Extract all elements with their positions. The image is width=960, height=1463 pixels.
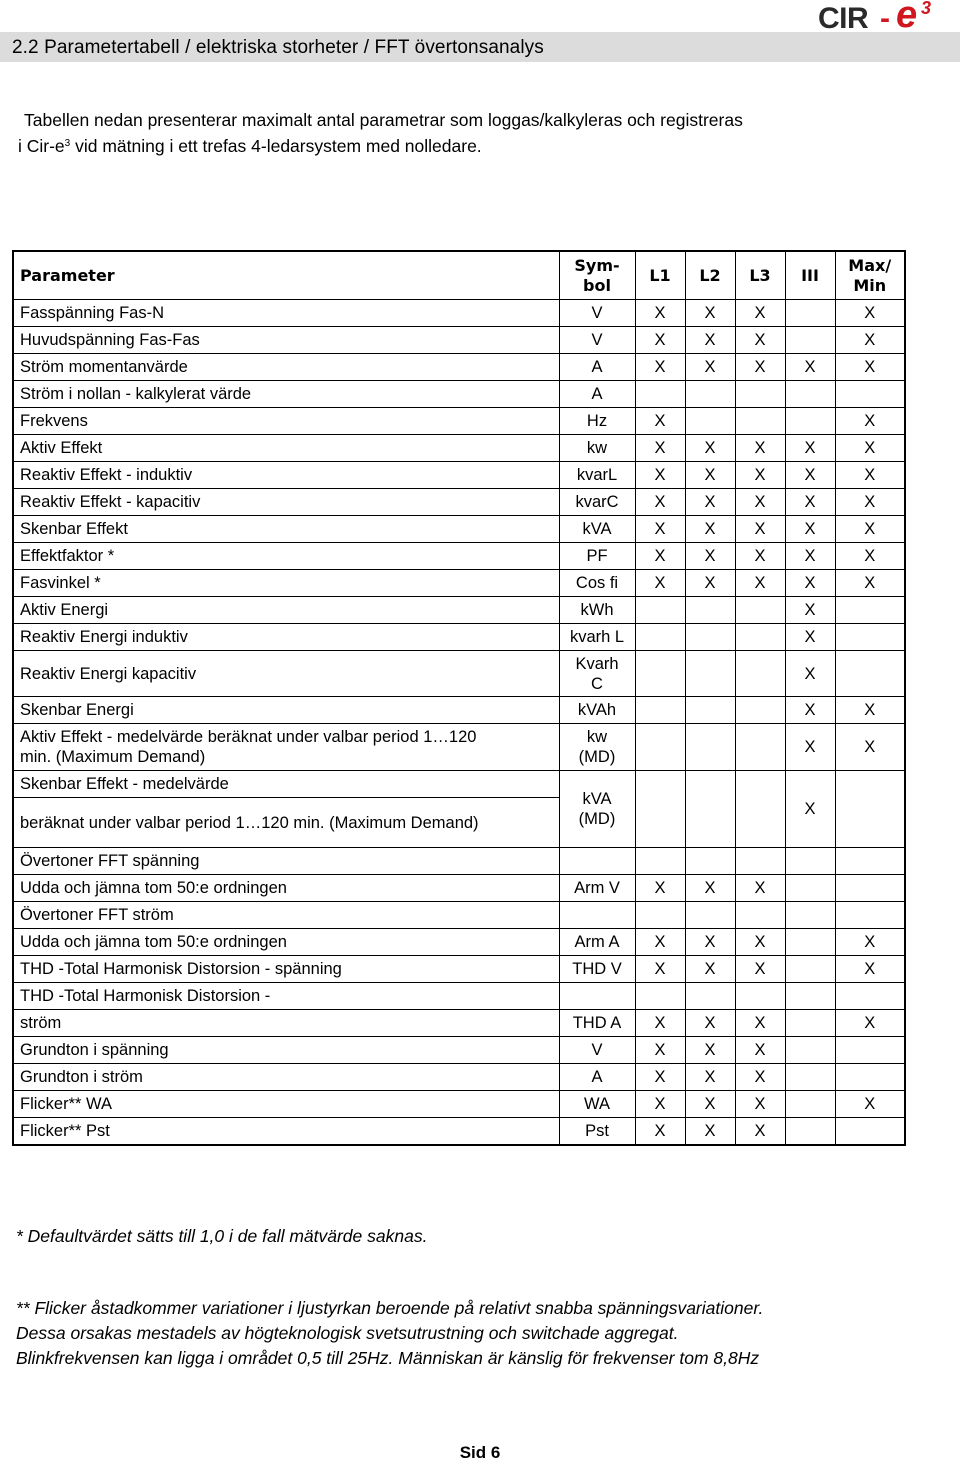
row-l3: X <box>735 1010 785 1037</box>
row-iii: X <box>785 435 835 462</box>
table-row <box>13 724 905 771</box>
table-row <box>13 624 905 651</box>
row-l3: X <box>735 956 785 983</box>
row-param: Flicker** WA <box>13 1091 559 1118</box>
header-l3: L3 <box>735 251 785 300</box>
row-maxmin: X <box>835 462 905 489</box>
row-param: Aktiv Effekt - medelvärde beräknat under valbar period 1…120 min. (Maximum Demand) <box>13 724 559 771</box>
row-l3: X <box>735 300 785 327</box>
row-l3: X <box>735 1037 785 1064</box>
row-param: Reaktiv Effekt - kapacitiv <box>13 489 559 516</box>
row-l1: X <box>635 327 685 354</box>
row-iii <box>785 902 835 929</box>
row-l3 <box>735 624 785 651</box>
row-l1 <box>635 983 685 1010</box>
row-symbol: THD A <box>559 1010 635 1037</box>
row-param: Grundton i ström <box>13 1064 559 1091</box>
row-l1: X <box>635 570 685 597</box>
row-param: Skenbar Energi <box>13 697 559 724</box>
row-param: Udda och jämna tom 50:e ordningen <box>13 875 559 902</box>
table-row <box>13 848 905 875</box>
row-param: Grundton i spänning <box>13 1037 559 1064</box>
row-l2: X <box>685 327 735 354</box>
row-l1: X <box>635 1037 685 1064</box>
row-param: Skenbar Effekt <box>13 516 559 543</box>
row-iii <box>785 929 835 956</box>
row-l2 <box>685 848 735 875</box>
row-l2: X <box>685 1064 735 1091</box>
intro-line-1: Tabellen nedan presenterar maximalt antal parametrar som loggas/kalkyleras och registreras <box>24 110 743 130</box>
table-row <box>13 983 905 1010</box>
row-l1: X <box>635 354 685 381</box>
row-symbol: kVAh <box>559 697 635 724</box>
row-symbol: kVA <box>559 516 635 543</box>
table-row <box>13 929 905 956</box>
row-l3: X <box>735 1064 785 1091</box>
row-symbol: kVA (MD) <box>559 771 635 848</box>
row-iii: X <box>785 697 835 724</box>
row-l1: X <box>635 956 685 983</box>
row-l1 <box>635 624 685 651</box>
row-iii <box>785 327 835 354</box>
row-maxmin <box>835 1037 905 1064</box>
row-iii <box>785 875 835 902</box>
row-l2 <box>685 624 735 651</box>
row-l2 <box>685 597 735 624</box>
row-param: Fasvinkel * <box>13 570 559 597</box>
table-row <box>13 354 905 381</box>
row-iii: X <box>785 570 835 597</box>
row-param: Huvudspänning Fas-Fas <box>13 327 559 354</box>
table-body-part-2 <box>13 651 905 848</box>
table-row <box>13 771 905 798</box>
table-body-part-3 <box>13 848 905 1145</box>
row-iii: X <box>785 516 835 543</box>
row-l2: X <box>685 435 735 462</box>
row-iii <box>785 956 835 983</box>
row-symbol <box>559 848 635 875</box>
header-parameter: Parameter <box>13 251 559 300</box>
row-param: Flicker** Pst <box>13 1118 559 1145</box>
table-row <box>13 516 905 543</box>
row-param: Övertoner FFT ström <box>13 902 559 929</box>
row-param: Frekvens <box>13 408 559 435</box>
row-l3: X <box>735 354 785 381</box>
row-symbol: Arm V <box>559 875 635 902</box>
row-iii <box>785 1010 835 1037</box>
row-l2: X <box>685 1091 735 1118</box>
row-iii <box>785 1091 835 1118</box>
row-symbol: A <box>559 381 635 408</box>
row-iii <box>785 381 835 408</box>
row-l1: X <box>635 1064 685 1091</box>
row-l1: X <box>635 929 685 956</box>
row-maxmin <box>835 597 905 624</box>
row-iii <box>785 1064 835 1091</box>
row-symbol: A <box>559 354 635 381</box>
row-symbol: V <box>559 300 635 327</box>
table-row <box>13 381 905 408</box>
table-row <box>13 1091 905 1118</box>
row-symbol: THD V <box>559 956 635 983</box>
row-maxmin <box>835 624 905 651</box>
row-maxmin: X <box>835 435 905 462</box>
table-row <box>13 956 905 983</box>
row-symbol: kvarh L <box>559 624 635 651</box>
row-l3 <box>735 848 785 875</box>
row-l2: X <box>685 875 735 902</box>
row-l1: X <box>635 489 685 516</box>
row-l1 <box>635 597 685 624</box>
row-l3 <box>735 597 785 624</box>
row-symbol: Hz <box>559 408 635 435</box>
row-maxmin <box>835 983 905 1010</box>
row-symbol: WA <box>559 1091 635 1118</box>
row-l2: X <box>685 1010 735 1037</box>
parameter-table <box>12 250 906 1146</box>
table-row <box>13 408 905 435</box>
table-row <box>13 875 905 902</box>
row-iii: X <box>785 354 835 381</box>
row-iii: X <box>785 462 835 489</box>
row-l3: X <box>735 462 785 489</box>
table-row <box>13 902 905 929</box>
row-iii: X <box>785 597 835 624</box>
row-maxmin: X <box>835 327 905 354</box>
table-row <box>13 1064 905 1091</box>
row-iii: X <box>785 724 835 771</box>
row-symbol: kw (MD) <box>559 724 635 771</box>
row-l3 <box>735 983 785 1010</box>
row-iii <box>785 408 835 435</box>
row-maxmin <box>835 1118 905 1145</box>
row-iii <box>785 1118 835 1145</box>
row-l1 <box>635 902 685 929</box>
table-row <box>13 1010 905 1037</box>
table-row <box>13 570 905 597</box>
row-l1: X <box>635 300 685 327</box>
row-l2: X <box>685 489 735 516</box>
table-row <box>13 1037 905 1064</box>
row-param: Aktiv Energi <box>13 597 559 624</box>
row-l2 <box>685 983 735 1010</box>
row-param: Ström i nollan - kalkylerat värde <box>13 381 559 408</box>
row-iii: X <box>785 651 835 697</box>
header-maxmin: Max/ Min <box>835 251 905 300</box>
row-l2: X <box>685 516 735 543</box>
row-l1: X <box>635 543 685 570</box>
row-symbol: Cos fi <box>559 570 635 597</box>
row-maxmin: X <box>835 1010 905 1037</box>
row-symbol: kw <box>559 435 635 462</box>
row-l2: X <box>685 1037 735 1064</box>
header-l2: L2 <box>685 251 735 300</box>
row-l1 <box>635 381 685 408</box>
row-l3 <box>735 902 785 929</box>
table-row <box>13 489 905 516</box>
row-l2: X <box>685 1118 735 1145</box>
header-symbol: Sym- bol <box>559 251 635 300</box>
row-l2: X <box>685 462 735 489</box>
row-param: ström <box>13 1010 559 1037</box>
row-l1: X <box>635 875 685 902</box>
row-param: Udda och jämna tom 50:e ordningen <box>13 929 559 956</box>
row-iii: X <box>785 624 835 651</box>
row-maxmin: X <box>835 300 905 327</box>
table-row <box>13 651 905 697</box>
row-param: THD -Total Harmonisk Distorsion - <box>13 983 559 1010</box>
row-maxmin: X <box>835 697 905 724</box>
header-iii: III <box>785 251 835 300</box>
table-body-part-1 <box>13 300 905 651</box>
row-l2: X <box>685 543 735 570</box>
row-maxmin: X <box>835 929 905 956</box>
row-l2: X <box>685 570 735 597</box>
row-symbol: V <box>559 327 635 354</box>
row-symbol: Kvarh C <box>559 651 635 697</box>
row-symbol <box>559 902 635 929</box>
row-l3 <box>735 381 785 408</box>
row-param: Skenbar Effekt - medelvärde <box>13 771 559 798</box>
row-maxmin: X <box>835 1091 905 1118</box>
row-l3: X <box>735 1118 785 1145</box>
row-symbol <box>559 983 635 1010</box>
row-maxmin: X <box>835 408 905 435</box>
row-l3: X <box>735 327 785 354</box>
row-iii <box>785 300 835 327</box>
row-l3: X <box>735 1091 785 1118</box>
row-l1: X <box>635 1091 685 1118</box>
row-l2 <box>685 381 735 408</box>
row-l1 <box>635 848 685 875</box>
row-iii <box>785 848 835 875</box>
table-row <box>13 597 905 624</box>
row-symbol: Arm A <box>559 929 635 956</box>
row-maxmin: X <box>835 956 905 983</box>
table-row <box>13 697 905 724</box>
row-iii <box>785 983 835 1010</box>
footnote-flicker: ** Flicker åstadkommer variationer i ljustyrkan beroende på relativt snabba spänningsvariationer. Dessa orsakas mestadels av högteknologisk svetsutrustning och switchade aggregat. Blinkfrekvensen kan ligga i området 0,5 till 25Hz. Människan är känslig för frekvenser tom 8,8Hz <box>16 1298 764 1368</box>
row-l2: X <box>685 956 735 983</box>
row-param: Övertoner FFT spänning <box>13 848 559 875</box>
table-row <box>13 327 905 354</box>
row-l3: X <box>735 543 785 570</box>
row-iii: X <box>785 543 835 570</box>
row-maxmin: X <box>835 543 905 570</box>
row-l2: X <box>685 929 735 956</box>
row-l3: X <box>735 570 785 597</box>
row-l2: X <box>685 354 735 381</box>
row-maxmin: X <box>835 516 905 543</box>
table-header-row <box>13 251 905 300</box>
header-l1: L1 <box>635 251 685 300</box>
row-iii: X <box>785 489 835 516</box>
table-row <box>13 435 905 462</box>
row-symbol: kWh <box>559 597 635 624</box>
table-row <box>13 462 905 489</box>
page-number: Sid 6 <box>459 1443 501 1462</box>
row-symbol: A <box>559 1064 635 1091</box>
table-row <box>13 1118 905 1145</box>
table-row <box>13 300 905 327</box>
row-symbol: kvarC <box>559 489 635 516</box>
row-maxmin: X <box>835 489 905 516</box>
row-l2: X <box>685 300 735 327</box>
row-param: Aktiv Effekt <box>13 435 559 462</box>
row-l3: X <box>735 875 785 902</box>
row-param: Reaktiv Energi kapacitiv <box>13 651 559 697</box>
intro-paragraph <box>14 108 743 158</box>
row-maxmin <box>835 381 905 408</box>
row-maxmin <box>835 848 905 875</box>
row-l3: X <box>735 489 785 516</box>
row-param: THD -Total Harmonisk Distorsion - spänning <box>13 956 559 983</box>
row-maxmin <box>835 875 905 902</box>
row-l1: X <box>635 462 685 489</box>
footnote-default: * Defaultvärdet sätts till 1,0 i de fall mätvärde saknas. <box>16 1226 428 1246</box>
row-symbol: kvarL <box>559 462 635 489</box>
row-param: Ström momentanvärde <box>13 354 559 381</box>
row-param: Fasspänning Fas-N <box>13 300 559 327</box>
table-row <box>13 543 905 570</box>
row-l3: X <box>735 516 785 543</box>
row-symbol: Pst <box>559 1118 635 1145</box>
row-l3: X <box>735 435 785 462</box>
row-maxmin: X <box>835 570 905 597</box>
row-l1: X <box>635 1010 685 1037</box>
row-l1: X <box>635 516 685 543</box>
row-param: Effektfaktor * <box>13 543 559 570</box>
parameter-table-wrapper <box>12 250 904 1146</box>
row-maxmin: X <box>835 724 905 771</box>
row-iii: X <box>785 771 835 848</box>
section-title: 2.2 Parametertabell / elektriska storheter / FFT övertonsanalys <box>12 37 544 58</box>
row-iii <box>785 1037 835 1064</box>
row-l2 <box>685 902 735 929</box>
row-l3 <box>735 408 785 435</box>
row-symbol: PF <box>559 543 635 570</box>
row-maxmin <box>835 902 905 929</box>
row-maxmin: X <box>835 354 905 381</box>
row-l1: X <box>635 408 685 435</box>
row-l2 <box>685 408 735 435</box>
cir-e3-logo: CIR - e 3 <box>818 0 932 36</box>
row-l1: X <box>635 1118 685 1145</box>
row-param: beräknat under valbar period 1…120 min. (Maximum Demand) <box>13 798 559 848</box>
row-l1: X <box>635 435 685 462</box>
row-maxmin <box>835 1064 905 1091</box>
row-param: Reaktiv Energi induktiv <box>13 624 559 651</box>
intro-line-2: i Cir-$e^3$ vid mätning i ett trefas 4-ledarsystem med nolledare. <box>18 136 482 156</box>
row-l3: X <box>735 929 785 956</box>
row-symbol: V <box>559 1037 635 1064</box>
row-param: Reaktiv Effekt - induktiv <box>13 462 559 489</box>
